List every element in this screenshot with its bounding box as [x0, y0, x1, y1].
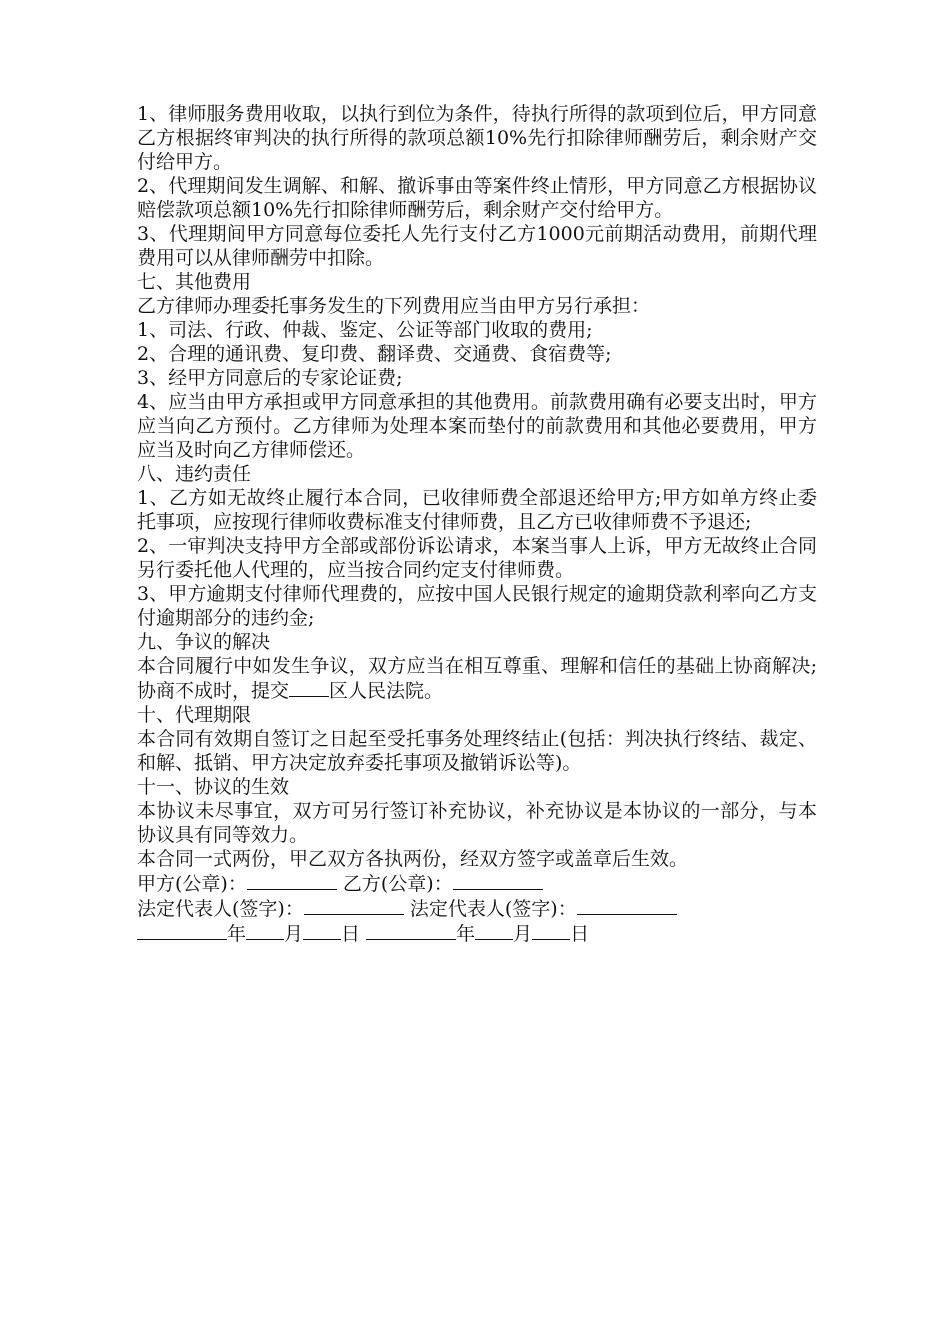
- other-fees-intro: 乙方律师办理委托事务发生的下列费用应当由甲方另行承担：: [137, 295, 651, 317]
- party-b-day-blank: [532, 921, 570, 940]
- party-a-day-blank: [303, 921, 341, 940]
- date-line: [137, 921, 817, 946]
- section-heading-breach: 八、违约责任: [137, 463, 252, 485]
- section-heading-dispute: 九、争议的解决: [137, 631, 271, 653]
- other-fees-item-3: 3、经甲方同意后的专家论证费;: [137, 367, 403, 389]
- party-b-rep-blank: [577, 896, 677, 915]
- day-label-b: 日: [570, 923, 590, 945]
- party-b-year-blank: [366, 921, 456, 940]
- seal-line: [137, 871, 817, 896]
- month-label: 月: [284, 923, 304, 945]
- other-fees-item-4: 4、应当由甲方承担或甲方同意承担的其他费用。前款费用确有必要支出时，甲方应当向乙方预付。乙方律师为处理本案而垫付的前款费用和其他必要费用，甲方应当及时向乙方律师偿还。: [137, 391, 817, 461]
- dispute-text-before: 本合同履行中如发生争议，双方应当在相互尊重、理解和信任的基础上协商解决;协商不成时，提交: [137, 655, 817, 702]
- representative-line: [137, 896, 817, 921]
- party-b-seal-blank: [453, 871, 543, 890]
- section-heading-term: 十、代理期限: [137, 704, 252, 726]
- party-a-year-blank: [137, 921, 227, 940]
- breach-clause-1: 1、乙方如无故终止履行本合同，已收律师费全部退还给甲方;甲方如单方终止委托事项，应按现行律师收费标准支付律师费，且乙方已收律师费不予退还;: [137, 487, 817, 533]
- party-a-rep-label: 法定代表人(签字)：: [137, 898, 304, 920]
- effect-clause-2: 本合同一式两份，甲乙双方各执两份，经双方签字或盖章后生效。: [137, 848, 689, 870]
- other-fees-item-2: 2、合理的通讯费、复印费、翻译费、交通费、食宿费等;: [137, 343, 612, 365]
- party-a-seal-label: 甲方(公章)：: [137, 873, 247, 895]
- party-b-month-blank: [475, 921, 513, 940]
- effect-clause-1: 本协议未尽事宜，双方可另行签订补充协议，补充协议是本协议的一部分，与本协议具有同等效力。: [137, 800, 817, 846]
- party-b-seal-label: 乙方(公章)：: [342, 873, 453, 895]
- section-heading-other-fees: 七、其他费用: [137, 271, 252, 293]
- dispute-clause: [137, 654, 817, 703]
- term-clause: 本合同有效期自签订之日起至受托事务处理终结止(包括：判决执行终结、裁定、和解、抵销、甲方决定放弃委托事项及撤销诉讼等)。: [137, 728, 817, 774]
- dispute-text-after: 区人民法院。: [329, 680, 444, 702]
- court-blank: [289, 678, 329, 697]
- party-a-rep-blank: [304, 896, 404, 915]
- party-a-seal-blank: [247, 871, 337, 890]
- contract-page: [137, 102, 817, 946]
- breach-clause-3: 3、甲方逾期支付律师代理费的，应按中国人民银行规定的逾期贷款利率向乙方支付逾期部分的违约金;: [137, 583, 817, 629]
- section-heading-effect: 十一、协议的生效: [137, 776, 290, 798]
- day-label: 日: [341, 923, 361, 945]
- other-fees-item-1: 1、司法、行政、仲裁、鉴定、公证等部门收取的费用;: [137, 319, 593, 341]
- year-label: 年: [227, 923, 247, 945]
- fee-clause-1: 1、律师服务费用收取，以执行到位为条件，待执行所得的款项到位后，甲方同意乙方根据终审判决的执行所得的款项总额10%先行扣除律师酬劳后，剩余财产交付给甲方。: [137, 103, 817, 173]
- party-b-rep-label: 法定代表人(签字)：: [409, 898, 577, 920]
- year-label-b: 年: [456, 923, 476, 945]
- breach-clause-2: 2、一审判决支持甲方全部或部份诉讼请求，本案当事人上诉，甲方无故终止合同另行委托他人代理的，应当按合同约定支付律师费。: [137, 535, 817, 581]
- fee-clause-2: 2、代理期间发生调解、和解、撤诉事由等案件终止情形，甲方同意乙方根据协议赔偿款项总额10%先行扣除律师酬劳后，剩余财产交付给甲方。: [137, 175, 817, 221]
- party-a-month-blank: [246, 921, 284, 940]
- month-label-b: 月: [513, 923, 533, 945]
- fee-clause-3: 3、代理期间甲方同意每位委托人先行支付乙方1000元前期活动费用，前期代理费用可以从律师酬劳中扣除。: [137, 223, 817, 269]
